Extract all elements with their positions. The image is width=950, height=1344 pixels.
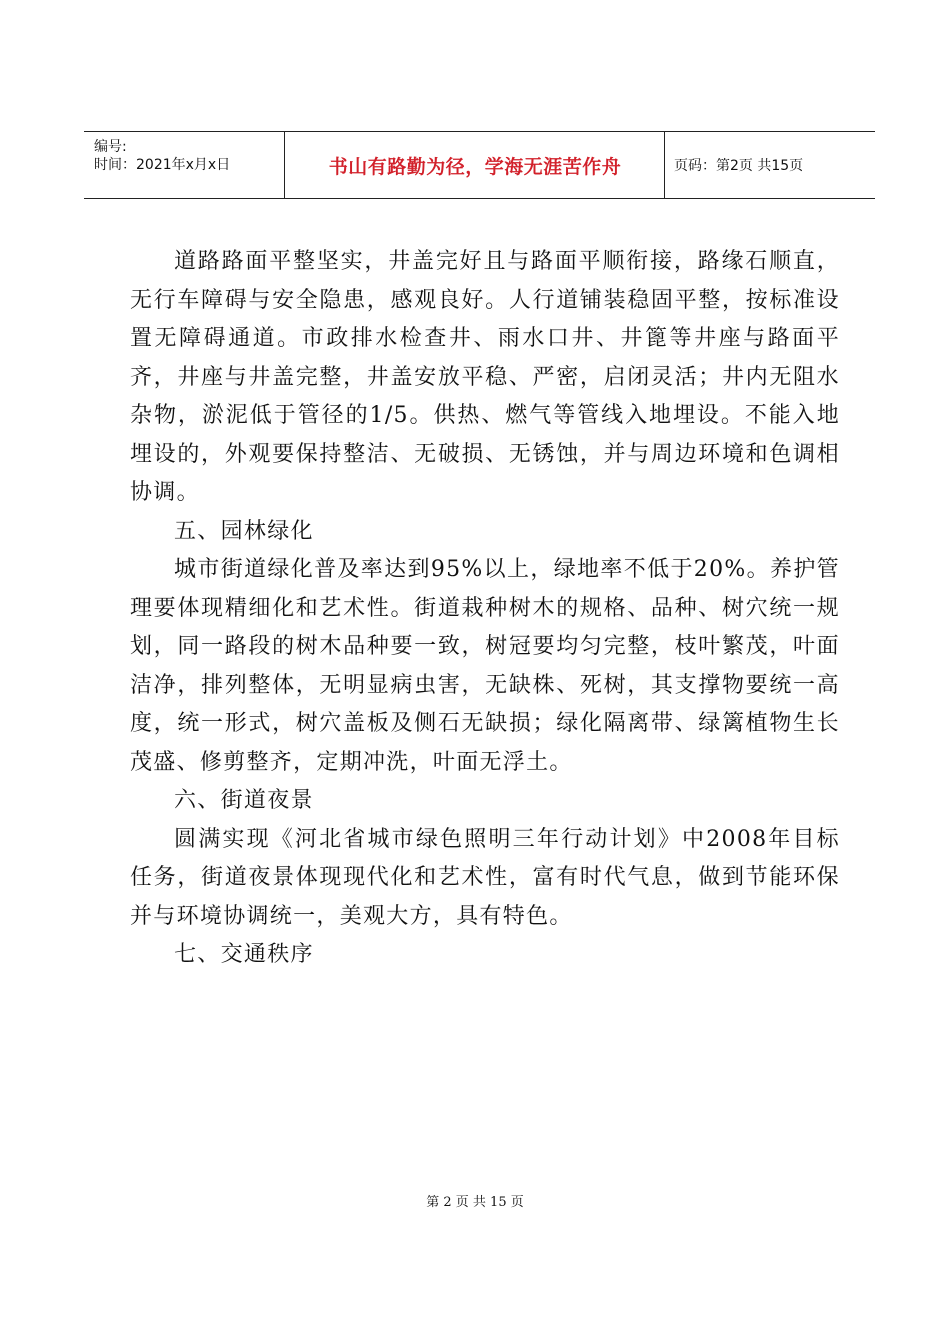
paragraph-landscaping: 城市街道绿化普及率达到95%以上，绿地率不低于20%。养护管理要体现精细化和艺术性。街道栽种树木的规格、品种、树穴统一规划，同一路段的树木品种要一致，树冠要均匀完整，枝叶繁茂，叶面洁净，排列整体，无明显病虫害，无缺株、死树，其支撑物要统一高度，统一形式，树穴盖板及侧石无缺损；绿化隔离带、绿篱植物生长茂盛、修剪整齐，定期冲洗，叶面无浮土。	[130, 557, 840, 775]
header-page-code: 页码：第2页 共15页	[674, 158, 804, 174]
page-footer: 第 2 页 共 15 页	[426, 1195, 524, 1210]
header-divider-right	[664, 132, 665, 198]
header-divider-left	[284, 132, 285, 198]
paragraph-night-scene: 圆满实现《河北省城市绿色照明三年行动计划》中2008年目标任务，街道夜景体现现代化和艺术性，富有时代气息，做到节能环保并与环境协调统一，美观大方，具有特色。	[130, 826, 840, 929]
document-body	[130, 243, 840, 975]
header-table	[84, 131, 875, 199]
section-heading-landscaping: 五、园林绿化	[174, 518, 314, 544]
number-label: 编号:	[94, 139, 127, 155]
header-motto: 书山有路勤为径，学海无涯苦作舟	[328, 155, 622, 178]
header-meta	[94, 138, 284, 174]
section-heading-traffic: 七、交通秩序	[174, 942, 314, 967]
time-label: 时间：2021年x月x日	[94, 157, 231, 173]
paragraph-road-surface: 道路路面平整坚实，井盖完好且与路面平顺衔接，路缘石顺直，无行车障碍与安全隐患，感观良好。人行道铺装稳固平整，按标准设置无障碍通道。市政排水检查井、雨水口井、井篦等井座与路面平齐，井座与井盖完整，井盖安放平稳、严密，启闭灵活；井内无阻水杂物，淤泥低于管径的1/5。供热、燃气等管线入地埋设。不能入地埋设的，外观要保持整洁、无破损、无锈蚀，并与周边环境和色调相协调。	[130, 249, 840, 505]
section-heading-night-scene: 六、街道夜景	[174, 788, 314, 813]
